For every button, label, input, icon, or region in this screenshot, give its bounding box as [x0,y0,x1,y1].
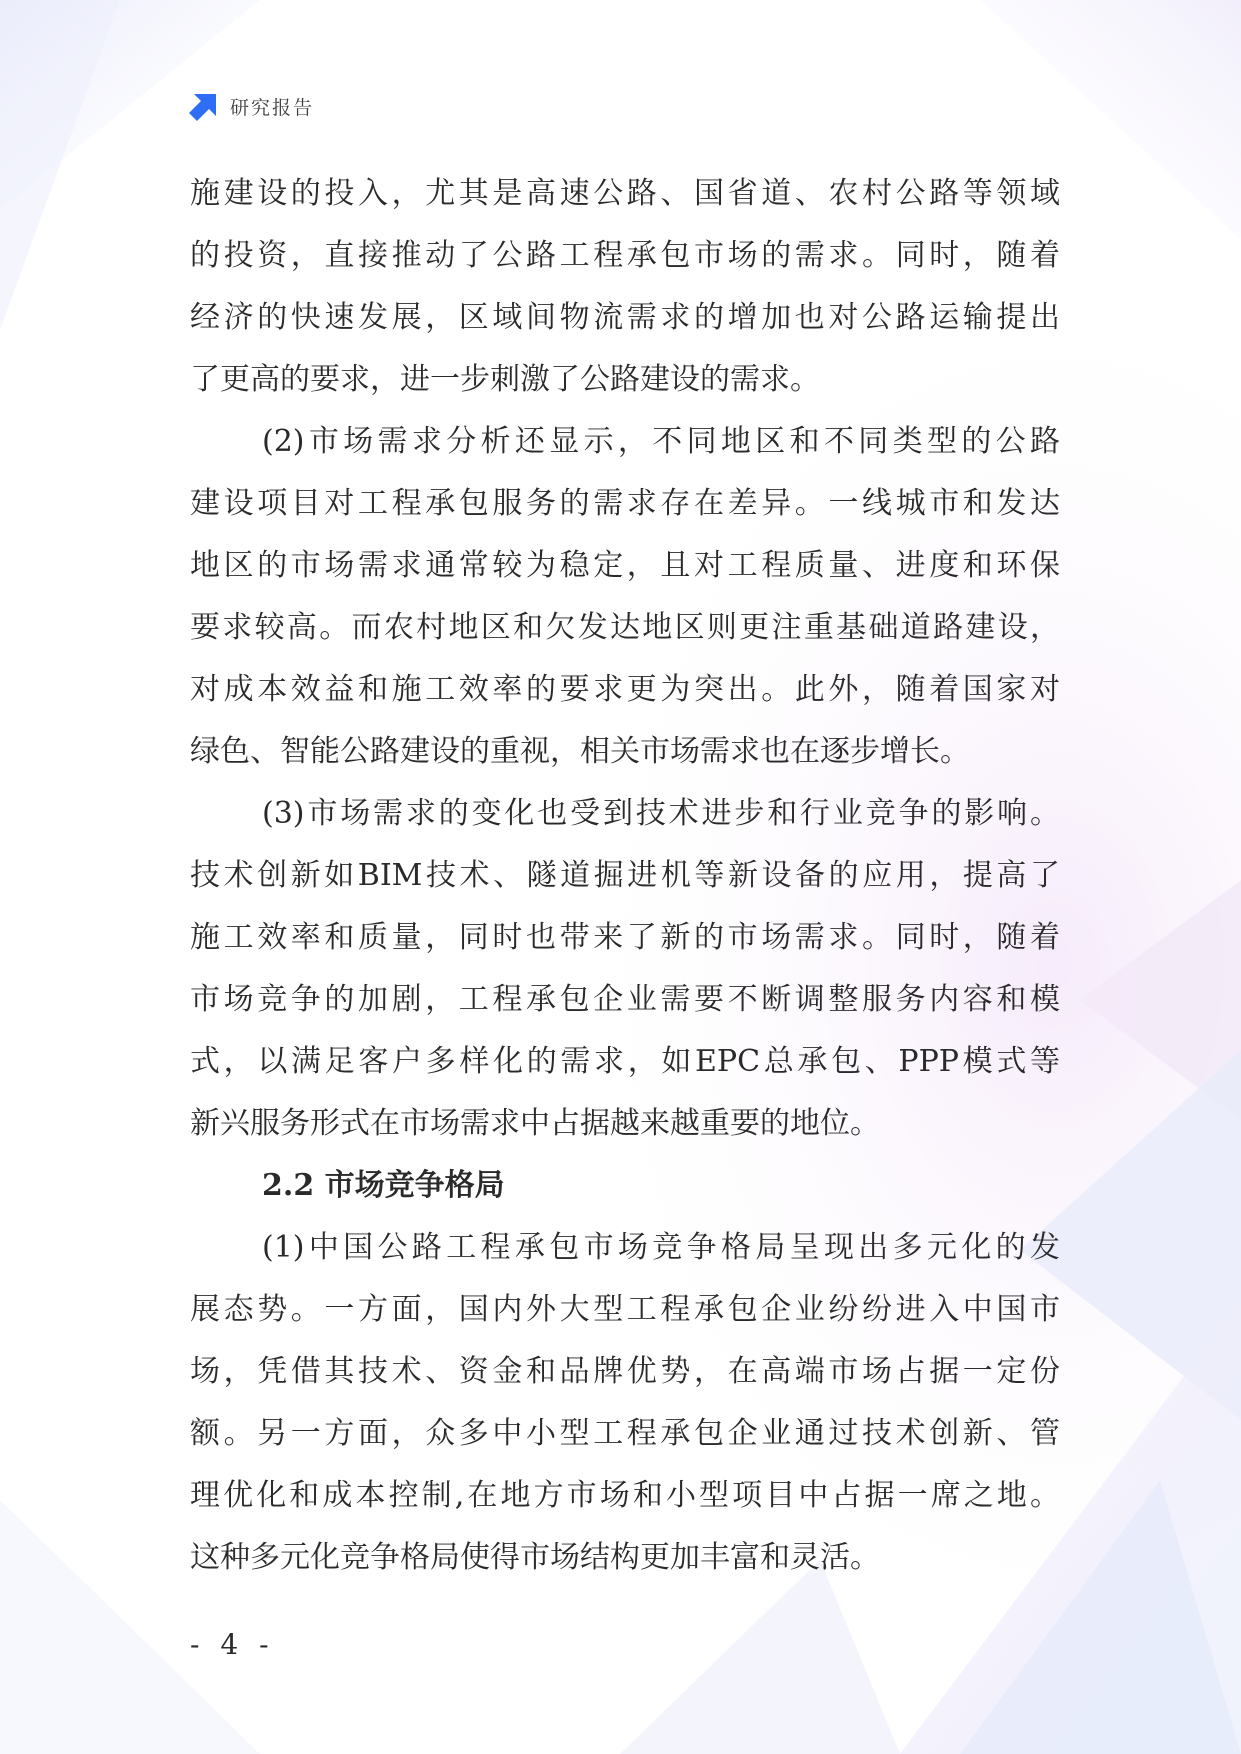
text-line: 理优化和成本控制,在地方市场和小型项目中占据一席之地。 [190,1478,1060,1513]
text-line: 式，以满足客户多样化的需求，如EPC总承包、PPP模式等 [190,1044,1060,1079]
text-line: 了更高的要求，进一步刺激了公路建设的需求。 [190,362,820,397]
document-body [190,163,1060,1589]
text-line: 展态势。一方面，国内外大型工程承包企业纷纷进入中国市 [190,1292,1060,1327]
paragraph-start: (1)中国公路工程承包市场竞争格局呈现出多元化的发 [262,1230,1060,1265]
text-line: 绿色、智能公路建设的重视，相关市场需求也在逐步增长。 [190,734,970,769]
text-line: 施工效率和质量，同时也带来了新的市场需求。同时，随着 [190,920,1060,955]
text-line: 经济的快速发展，区域间物流需求的增加也对公路运输提出 [190,300,1060,335]
header-label: 研究报告 [230,96,315,119]
report-header [188,90,314,122]
text-line: 额。另一方面，众多中小型工程承包企业通过技术创新、管 [190,1416,1060,1451]
text-line: 场，凭借其技术、资金和品牌优势，在高端市场占据一定份 [190,1354,1060,1389]
text-line: 市场竞争的加剧，工程承包企业需要不断调整服务内容和模 [190,982,1060,1017]
page-number: - 4 - [190,1628,275,1661]
text-line: 要求较高。而农村地区和欠发达地区则更注重基础道路建设， [190,610,1060,645]
arrow-up-right-icon [188,90,220,122]
text-line: 新兴服务形式在市场需求中占据越来越重要的地位。 [190,1106,880,1141]
text-line: 施建设的投入，尤其是高速公路、国省道、农村公路等领域 [190,176,1060,211]
text-line: 地区的市场需求通常较为稳定，且对工程质量、进度和环保 [190,548,1060,583]
text-line: 技术创新如BIM技术、隧道掘进机等新设备的应用，提高了 [190,858,1060,893]
section-heading: 2.2 市场竞争格局 [262,1168,505,1203]
text-line: 的投资，直接推动了公路工程承包市场的需求。同时，随着 [190,238,1060,273]
text-line: 建设项目对工程承包服务的需求存在差异。一线城市和发达 [190,486,1060,521]
text-line: 对成本效益和施工效率的要求更为突出。此外，随着国家对 [190,672,1060,707]
paragraph-start: (2)市场需求分析还显示，不同地区和不同类型的公路 [262,424,1060,459]
text-line: 这种多元化竞争格局使得市场结构更加丰富和灵活。 [190,1540,880,1575]
paragraph-start: (3)市场需求的变化也受到技术进步和行业竞争的影响。 [262,796,1060,831]
